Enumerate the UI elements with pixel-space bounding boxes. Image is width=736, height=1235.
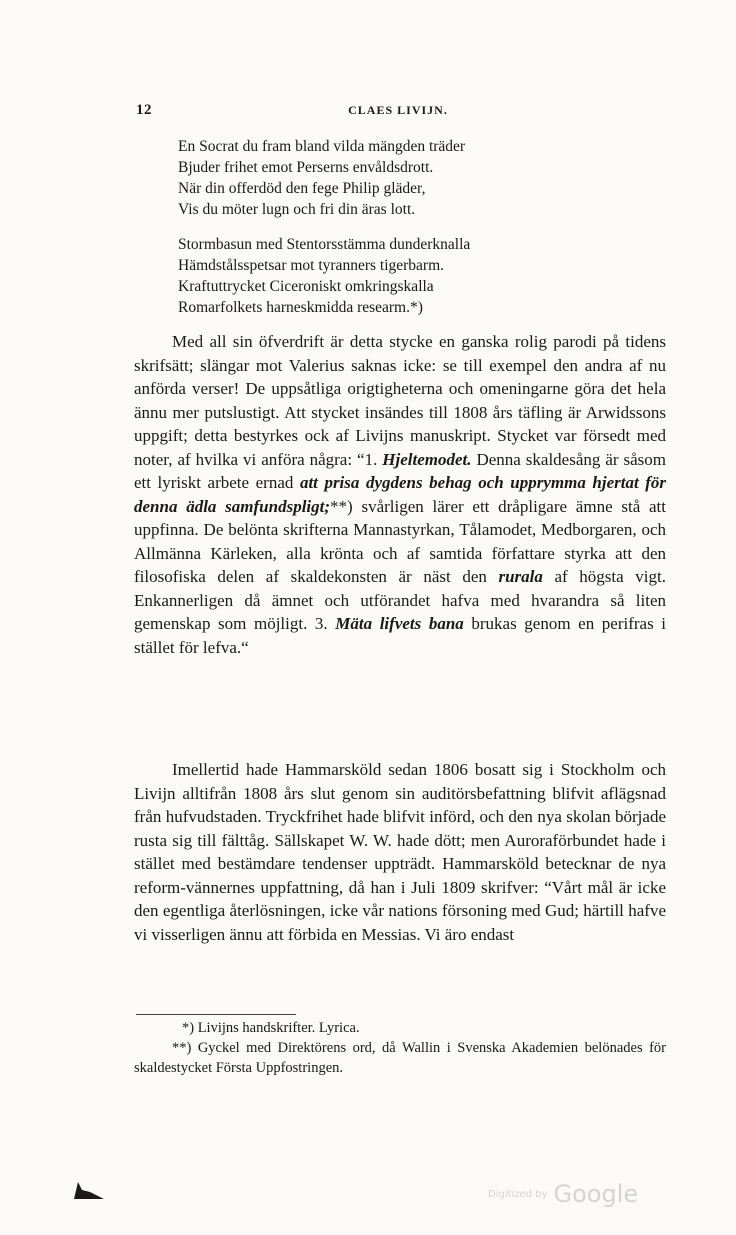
footnotes xyxy=(134,1018,666,1078)
verse-line: Bjuder frihet emot Perserns envåldsdrott. xyxy=(178,159,434,176)
footnote-rule xyxy=(136,1014,296,1015)
italic-run: att prisa dygdens behag och upprymma hjertat för denna ädla samfundspligt; xyxy=(134,473,667,516)
verse-line: Kraftuttrycket Ciceroniskt omkringskalla xyxy=(178,278,434,295)
text-run: af högsta vigt. Enkannerligen då ämnet och utförandet hafva med hvarandra så liten gemenskap som möjligt. 3. xyxy=(134,567,666,633)
running-title: CLAES LIVIJN. xyxy=(348,103,448,117)
verse-line: Hämdstålsspetsar mot tyranners tigerbarm. xyxy=(178,257,445,274)
watermark-text: Digitized by xyxy=(488,1188,548,1200)
footnote-1: *) Livijns handskrifter. Lyrica. xyxy=(182,1020,360,1036)
verse-line: Romarfolkets harneskmidda researm.*) xyxy=(178,299,423,316)
text-run: **) svårligen lärer ett dråpligare ämne stå att uppfinna. De belönta skrifterna Mannastyrkan, Tålamodet, Medborgaren, och Allmänna Kärleken, alla krönta och af samtida författare styrka att den filosofiska delen af skaldekonsten är näst den xyxy=(134,496,666,586)
text-run: Denna skaldesång är såsom ett lyriskt arbete ernad xyxy=(134,449,666,492)
paragraph-2-text: Imellertid hade Hammarsköld sedan 1806 bosatt sig i Stockholm och Livijn alltifrån 1808 års slut genom sin auditörsbefattning blifvit aflägsnad från hufvudstaden. Tryckfrihet hade blifvit införd, och den nya skolan började rusta sig till fälttåg. Sällskapet W. W. hade dött; men Auroraförbundet hade i stället med bestämdare tendenser uppträdt. Hammarsköld betecknar de nya reform-vännernes uppfattning, då han i Juli 1809 skrifver: “Vårt mål är icke den egentliga återlösningen, icke vår nations försoning med Gud; härtill hafve vi visserligen ännu att förbida en Messias. Vi äro endast xyxy=(134,760,666,944)
italic-run: Hjeltemodet. xyxy=(382,449,472,469)
footnote-2: **) Gyckel med Direktörens ord, då Wallin i Svenska Akademien belönades för skaldestycket Första Uppfostringen. xyxy=(134,1040,666,1076)
verse-line: Stormbasun med Stentorsstämma dunderknalla xyxy=(178,236,471,253)
verse-line: En Socrat du fram bland vilda mängden träder xyxy=(178,138,466,155)
text-run: Med all sin öfverdrift är detta stycke en ganska rolig parodi på tidens skrifsätt; slängar mot Valerius saknas icke: se till exempel den andra af nu anförda verser! De uppsåtliga origtigheterna och omeningarne göra det hela ännu mer putslustigt. Att stycket insändes till 1808 års täfling är Arwidssons uppgift; detta bestyrkes ock af Livijns manuskript. Stycket var försedt med noter, af hvilka vi anföra några: “1. xyxy=(134,332,666,469)
watermark-logo: Google xyxy=(553,1180,639,1208)
text-run: brukas genom en perifras i stället för lefva.“ xyxy=(134,614,666,657)
page-number: 12 xyxy=(136,102,152,118)
paragraph-2 xyxy=(134,758,666,946)
verse-stanza-2 xyxy=(178,234,470,318)
running-head xyxy=(136,102,660,122)
library-stamp-icon xyxy=(72,1178,106,1200)
italic-run: Mäta lifvets bana xyxy=(335,614,464,633)
paragraph-1 xyxy=(134,330,666,659)
italic-run: rurala xyxy=(498,567,543,586)
verse-line: När din offerdöd den fege Philip gläder, xyxy=(178,180,426,197)
verse-line: Vis du möter lugn och fri din äras lott. xyxy=(178,201,416,218)
digitizer-watermark xyxy=(488,1180,638,1208)
verse-stanza-1 xyxy=(178,136,465,220)
